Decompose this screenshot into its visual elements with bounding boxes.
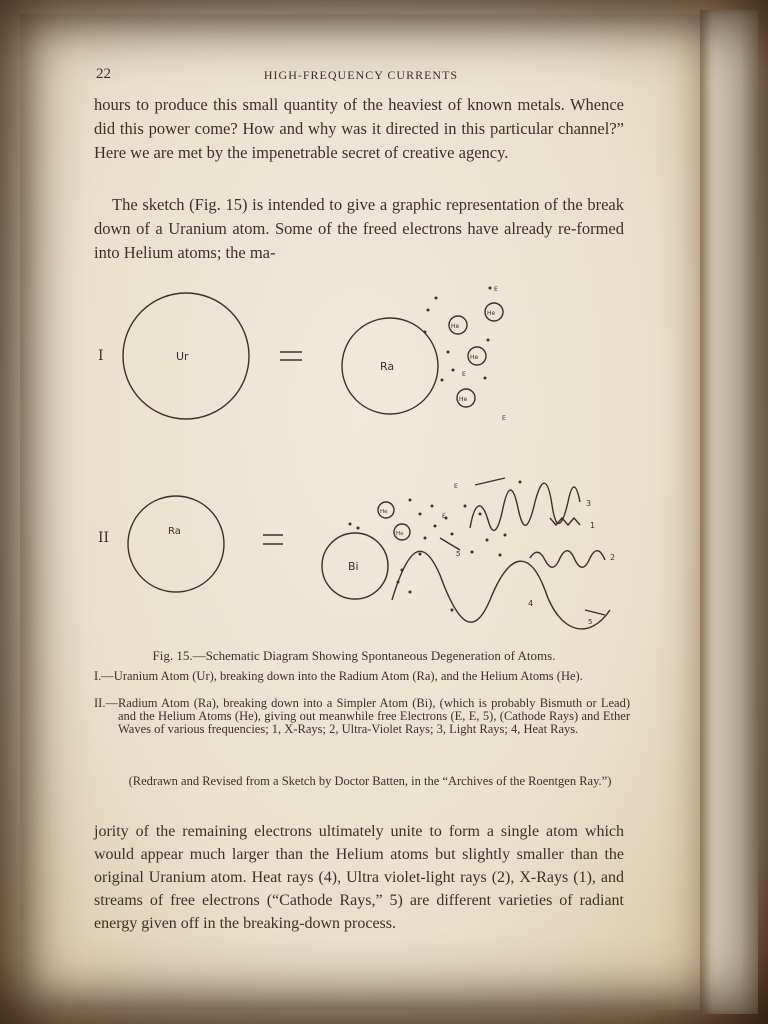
radium-label-2: Ra: [168, 526, 181, 537]
helium-label: He: [487, 310, 496, 317]
paragraph-3: jority of the remaining electrons ultimately unite to form a single atom which would appear much larger than the Helium atoms but slightly smaller than the original Uranium atom. Heat rays (4), Ultra violet-light rays (2), X-Rays (1), and streams of free electrons (“Cathode Rays,” 5) are different varieties of radiant energy given off in the breaking-down process.: [94, 823, 624, 932]
caption-item-2: II.—Radium Atom (Ra), breaking down into a Simpler Atom (Bi), (which is probably Bismuth or Lead) and the Helium Atoms (He), giving out meanwhile free Electrons (E, E, 5), (Cathode Rays) and Ether Waves of various frequencies; 1, X-Rays; 2, Ultra-Violet Rays; 3, Light Rays; 4, Heat Rays.: [94, 696, 630, 736]
heat-ray-number: 4: [528, 599, 534, 608]
paragraph-1: hours to produce this small quantity of the heaviest of known metals. Whence did this power come? How and why was it directed in this particular channel?” Here we are met by the impenetrable secret of creative agency.: [94, 95, 624, 162]
running-head: HIGH-FREQUENCY CURRENTS: [263, 68, 459, 82]
paragraph-2: The sketch (Fig. 15) is intended to give a graphic representation of the break down of a Uranium atom. Some of the freed electrons have already re-formed into Helium atoms; the ma-: [94, 195, 624, 262]
row-1-numeral: I: [98, 348, 104, 364]
facing-page-edge: [700, 10, 758, 1014]
ultraviolet-ray-number: 2: [610, 553, 616, 562]
figure-caption-title: Fig. 15.—Schematic Diagram Showing Spontaneous Degeneration of Atoms.: [152, 648, 556, 663]
caption-credit: (Redrawn and Revised from a Sketch by Doctor Batten, in the “Archives of the Roentgen Ray.”): [128, 774, 612, 788]
radium-label: Ra: [380, 360, 395, 373]
electron-label: E: [462, 371, 466, 378]
electron-label: E: [442, 513, 446, 520]
electron-label: E: [502, 415, 506, 422]
row-2-numeral: II: [98, 530, 110, 546]
bismuth-label: Bi: [348, 560, 359, 573]
light-ray-wave: [470, 483, 580, 530]
ultraviolet-ray-wave: [530, 551, 605, 568]
x-ray-number: 1: [590, 521, 596, 530]
light-ray-number: 3: [586, 499, 592, 508]
page-header: [96, 66, 626, 84]
uranium-label: Ur: [176, 350, 189, 363]
electron-label: E: [454, 483, 458, 490]
caption-item-1: I.—Uranium Atom (Ur), breaking down into the Radium Atom (Ra), and the Helium Atoms (He).: [94, 669, 583, 683]
helium-label: He: [380, 509, 388, 515]
helium-label: He: [451, 323, 460, 330]
cathode-ray-number: 5: [588, 618, 593, 626]
helium-label: He: [459, 396, 468, 403]
radium-atom-circle-2: [128, 496, 224, 592]
atom-degeneration-figure: [80, 270, 640, 650]
cathode-ray-number: 5: [456, 550, 461, 558]
page-number: 22: [96, 66, 111, 82]
helium-label: He: [396, 531, 404, 537]
helium-label: He: [470, 354, 479, 361]
electron-label: E: [494, 286, 498, 293]
